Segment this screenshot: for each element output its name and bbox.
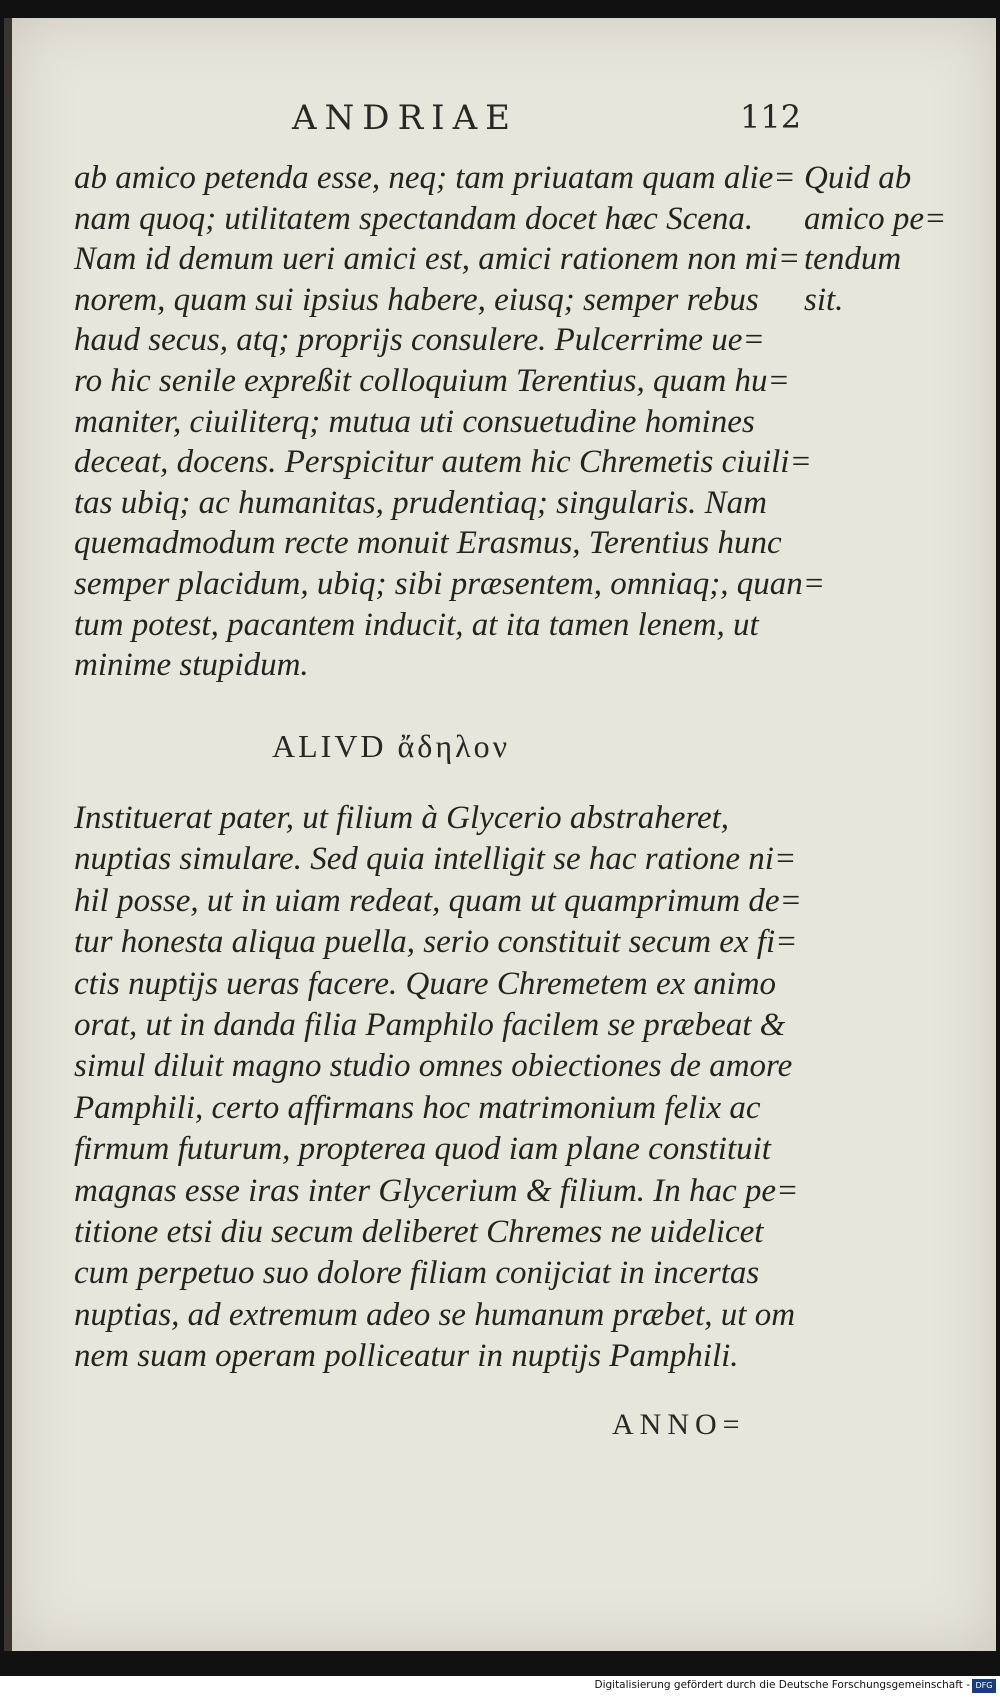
text-line: titione etsi diu secum deliberet Chremes ne uidelicet xyxy=(74,1214,764,1251)
text-line: maniter, ciuiliterq; mutua uti consuetudine homines xyxy=(74,403,755,440)
text-line: ab amico petenda esse, neq; tam priuatam quam alie= xyxy=(74,160,796,196)
dfg-logo: DFG xyxy=(972,1679,996,1693)
text-line: magnas esse iras inter Glycerium & filium. In hac pe= xyxy=(74,1172,799,1209)
text-line: norem, quam sui ipsius habere, eiusq; semper rebus xyxy=(74,281,759,318)
text-line: cum perpetuo suo dolore filiam conijciat in incertas xyxy=(74,1255,760,1292)
marginal-line: Quid ab xyxy=(804,160,912,196)
text-line: nam quoq; utilitatem spectandam docet hæc Scena. xyxy=(74,200,754,237)
text-line: ro hic senile expreßit colloquium Terentius, quam hu= xyxy=(74,362,790,399)
text-line: Pamphili, certo affirmans hoc matrimonium felix ac xyxy=(74,1089,761,1126)
running-head: ANDRIAE xyxy=(292,98,518,138)
text-line: deceat, docens. Perspicitur autem hic Chremetis ciuili= xyxy=(74,444,812,481)
digitization-footer xyxy=(0,1676,1000,1697)
text-line: nuptias, ad extremum adeo se humanum præbet, ut om xyxy=(74,1296,796,1333)
text-line: Instituerat pater, ut filium à Glycerio abstraheret, xyxy=(74,800,730,836)
text-line: tur honesta aliqua puella, serio constituit secum ex fi= xyxy=(74,924,798,961)
text-line: nem suam operam polliceatur in nuptijs Pamphili. xyxy=(74,1338,739,1375)
text-line: tum potest, pacantem inducit, at ita tamen lenem, ut xyxy=(74,606,759,643)
text-line: minime stupidum. xyxy=(74,647,309,684)
text-line: haud secus, atq; proprijs consulere. Pulcerrime ue= xyxy=(74,322,765,359)
text-line: nuptias simulare. Sed quia intelligit se hac ratione ni= xyxy=(74,841,797,878)
text-line: tas ubiq; ac humanitas, prudentiaq; singularis. Nam xyxy=(74,484,768,521)
text-line: Nam id demum ueri amici est, amici rationem non mi= xyxy=(74,241,801,278)
marginal-line: tendum xyxy=(804,241,902,278)
text-line: firmum futurum, propterea quod iam plane constituit xyxy=(74,1131,771,1168)
marginal-line: amico pe= xyxy=(804,200,947,237)
text-line: orat, ut in danda filia Pamphilo facilem se præbeat & xyxy=(74,1007,786,1044)
paragraph-2 xyxy=(74,798,802,1378)
text-line: quemadmodum recte monuit Erasmus, Terentius hunc xyxy=(74,525,782,562)
book-page xyxy=(4,18,996,1651)
marginal-line: sit. xyxy=(804,281,844,318)
text-line: simul diluit magno studio omnes obiectiones de amore xyxy=(74,1048,793,1085)
folio-number: 112 xyxy=(740,98,802,136)
marginal-note xyxy=(804,158,1000,320)
text-line: ctis nuptijs ueras facere. Quare Chremetem ex animo xyxy=(74,965,777,1002)
text-line: semper placidum, ubiq; sibi præsentem, omniaq;, quan= xyxy=(74,565,825,602)
section-heading: ALIVD ἄδηλον xyxy=(272,728,511,764)
text-line: hil posse, ut in uiam redeat, quam ut quamprimum de= xyxy=(74,882,802,919)
catchword: ANNO= xyxy=(612,1408,746,1441)
funding-credit: Digitalisierung gefördert durch die Deutsche Forschungsgemeinschaft - xyxy=(594,1679,970,1691)
